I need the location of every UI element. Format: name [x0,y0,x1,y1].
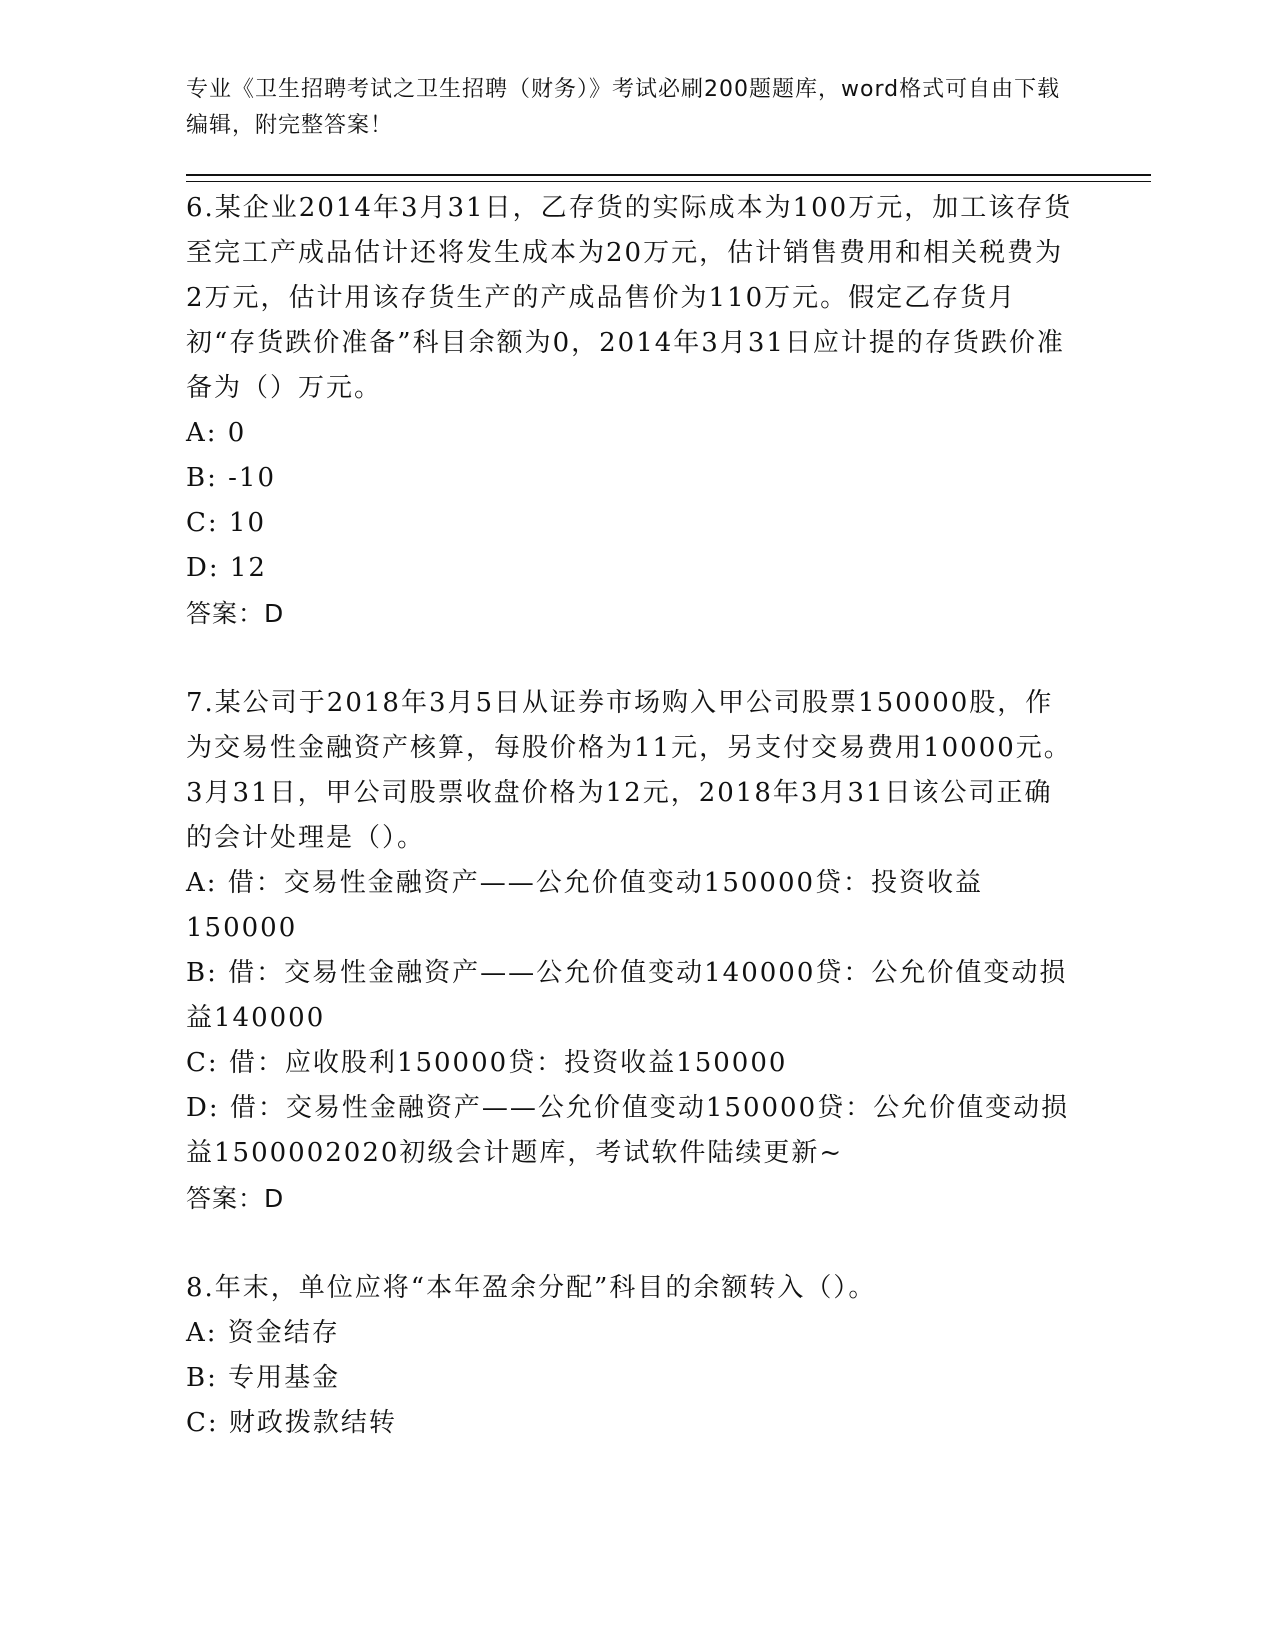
option-d: D: 12 [186,553,267,583]
option-d: D: 借：交易性金融资产——公允价值变动150000贷：公允价值变动损益1500002020初级会计题库，考试软件陆续更新~ [186,1093,1070,1168]
question-spacer [186,1221,1076,1266]
question-list [186,186,1076,1446]
option-b: B: 专用基金 [186,1363,341,1393]
option-a: A: 资金结存 [186,1318,340,1348]
header-title: 专业《卫生招聘考试之卫生招聘（财务）》考试必刷200题题库，word格式可自由下载编辑，附完整答案！ [186,77,1061,138]
option-a: A: 0 [186,418,247,448]
question-6 [186,186,1076,636]
option-b: B: 借：交易性金融资产——公允价值变动140000贷：公允价值变动损益140000 [186,958,1068,1033]
header-rule-thick [186,174,1151,176]
answer: 答案：D [186,1184,285,1213]
option-c: C: 借：应收股利150000贷：投资收益150000 [186,1048,788,1078]
document-header [186,72,1066,144]
option-a: A: 借：交易性金融资产——公允价值变动150000贷：投资收益150000 [186,868,984,943]
header-rule-thin [186,181,1151,182]
option-c: C: 10 [186,508,267,538]
question-stem: 8.年末，单位应将“本年盈余分配”科目的余额转入（）。 [186,1273,877,1303]
question-7 [186,681,1076,1221]
question-stem: 7.某公司于2018年3月5日从证券市场购入甲公司股票150000股，作为交易性金融资产核算，每股价格为11元，另支付交易费用10000元。3月31日，甲公司股票收盘价格为12元，2018年3月31日该公司正确的会计处理是（）。 [186,688,1072,853]
answer: 答案：D [186,599,285,628]
question-spacer [186,636,1076,681]
option-b: B: -10 [186,463,276,493]
option-c: C: 财政拨款结转 [186,1408,397,1438]
question-8 [186,1266,1076,1446]
question-stem: 6.某企业2014年3月31日，乙存货的实际成本为100万元，加工该存货至完工产成品估计还将发生成本为20万元，估计销售费用和相关税费为2万元，估计用该存货生产的产成品售价为110万元。假定乙存货月初“存货跌价准备”科目余额为0，2014年3月31日应计提的存货跌价准备为（）万元。 [186,193,1073,403]
